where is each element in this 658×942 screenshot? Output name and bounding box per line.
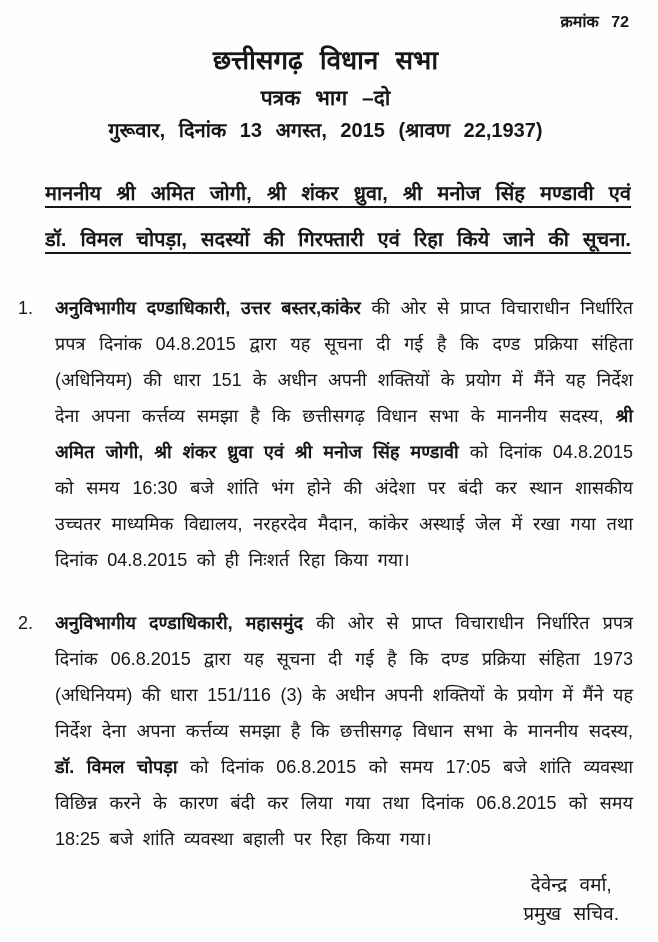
member-names: डॉ. विमल चोपड़ा	[55, 757, 178, 777]
member-names: श्री अमित जोगी, श्री शंकर ध्रुवा एवं श्री मनोज सिंह मण्डावी	[55, 406, 633, 462]
document-title: छत्तीसगढ़ विधान सभा	[212, 45, 439, 75]
paragraph-text: की ओर से प्राप्त विचाराधीन निर्धारित प्रपत्र दिनांक 06.8.2015 द्वारा यह सूचना दी गई है कि दण्ड प्रक्रिया संहिता 1973 (अधिनियम) की धारा 151/116 (3) के अधीन अपनी शक्तियों के प्रयोग में मैंने यह निर्देश देना अपना कर्त्तव्य समझा है कि छत्तीसगढ़ विधान सभा के माननीय सदस्य,	[55, 613, 633, 741]
serial-number: क्रमांक 72	[560, 14, 629, 31]
document-date-line: गुरूवार, दिनांक 13 अगस्त, 2015 (श्रावण 22,1937)	[108, 120, 543, 142]
issuing-authority: अनुविभागीय दण्डाधिकारी, महासमुंद	[55, 613, 304, 633]
paragraph-text: को दिनांक 04.8.2015 को समय 16:30 बजे शांति भंग होने की अंदेशा पर बंदी कर स्थान शासकीय उच्चतर माध्यमिक विद्यालय, नरहरदेव मैदान, कांकेर अस्थाई जेल में रखा गया तथा दिनांक 04.8.2015 को ही निःशर्त रिहा किया गया।	[55, 442, 634, 570]
subject-line-2: डॉ. विमल चोपड़ा, सदस्यों की गिरफ्तारी एवं रिहा किये जाने की सूचना.	[45, 229, 631, 251]
paragraph-text: को दिनांक 06.8.2015 को समय 17:05 बजे शांति व्यवस्था विछिन्न करने के कारण बंदी कर लिया गया तथा दिनांक 06.8.2015 को समय 18:25 बजे शांति व्यवस्था बहाली पर रिहा किया गया।	[55, 757, 633, 849]
document-part-line: पत्रक भाग –दो	[260, 87, 391, 110]
paragraph-text: की ओर से प्राप्त विचाराधीन निर्धारित प्रपत्र दिनांक 04.8.2015 द्वारा यह सूचना दी गई है कि दण्ड प्रक्रिया संहिता (अधिनियम) की धारा 151 के अधीन अपनी शक्तियों के प्रयोग में मैंने यह निर्देश देना अपना कर्त्तव्य समझा है कि छत्तीसगढ़ विधान सभा के माननीय सदस्य,	[55, 298, 633, 426]
subject-line-1: माननीय श्री अमित जोगी, श्री शंकर ध्रुवा, श्री मनोज सिंह मण्डावी एवं	[45, 183, 631, 205]
signature-block	[523, 871, 619, 929]
item-paragraph	[55, 605, 633, 857]
list-item-1	[18, 290, 633, 578]
item-number: 2.	[18, 613, 34, 633]
issuing-authority: अनुविभागीय दण्डाधिकारी, उत्तर बस्तर,कांकेर	[55, 298, 361, 318]
subject-heading	[45, 171, 631, 263]
signatory-designation: प्रमुख सचिव.	[523, 904, 619, 925]
item-number: 1.	[18, 298, 34, 318]
list-item-2	[18, 605, 633, 857]
item-paragraph	[55, 290, 633, 578]
signatory-name: देवेन्द्र वर्मा,	[530, 875, 612, 896]
